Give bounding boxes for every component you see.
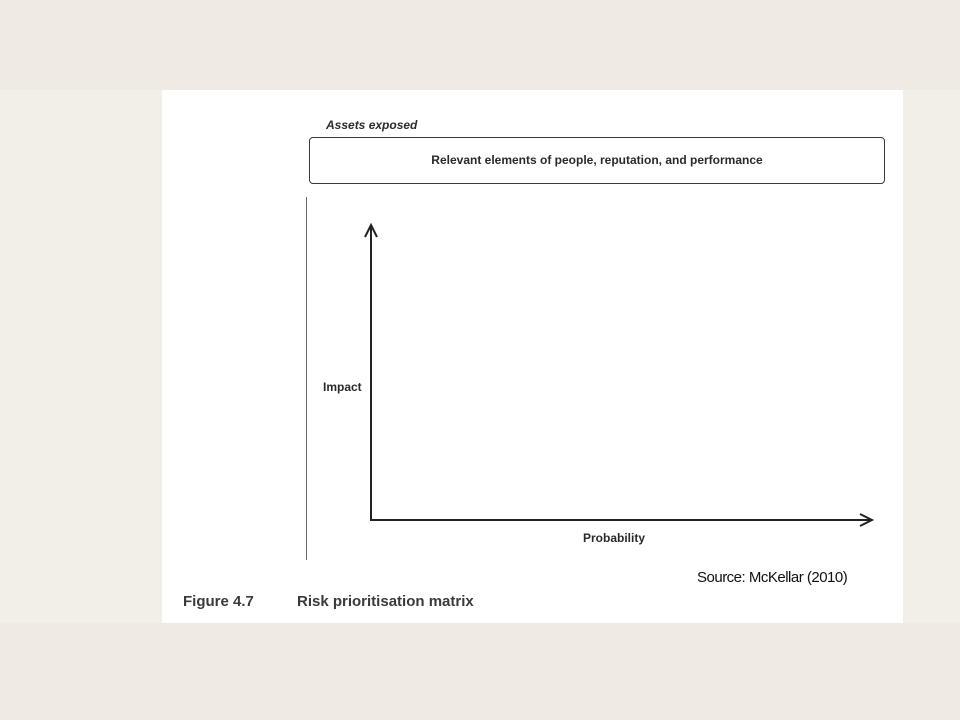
figure-number: Figure 4.7 [183, 593, 254, 610]
y-axis-label: Impact [323, 380, 362, 394]
source-citation: Source: McKellar (2010) [697, 569, 848, 586]
assets-box-text: Relevant elements of people, reputation, and performance [431, 152, 763, 167]
figure-panel [162, 90, 903, 623]
x-axis-label: Probability [583, 531, 646, 545]
right-background-band [903, 90, 960, 623]
figure-title: Risk prioritisation matrix [297, 593, 474, 610]
top-background-band [0, 0, 960, 90]
bottom-background-band [0, 623, 960, 720]
left-background-band [0, 90, 162, 623]
assets-exposed-heading: Assets exposed [326, 118, 418, 132]
axes-diagram [162, 90, 903, 623]
